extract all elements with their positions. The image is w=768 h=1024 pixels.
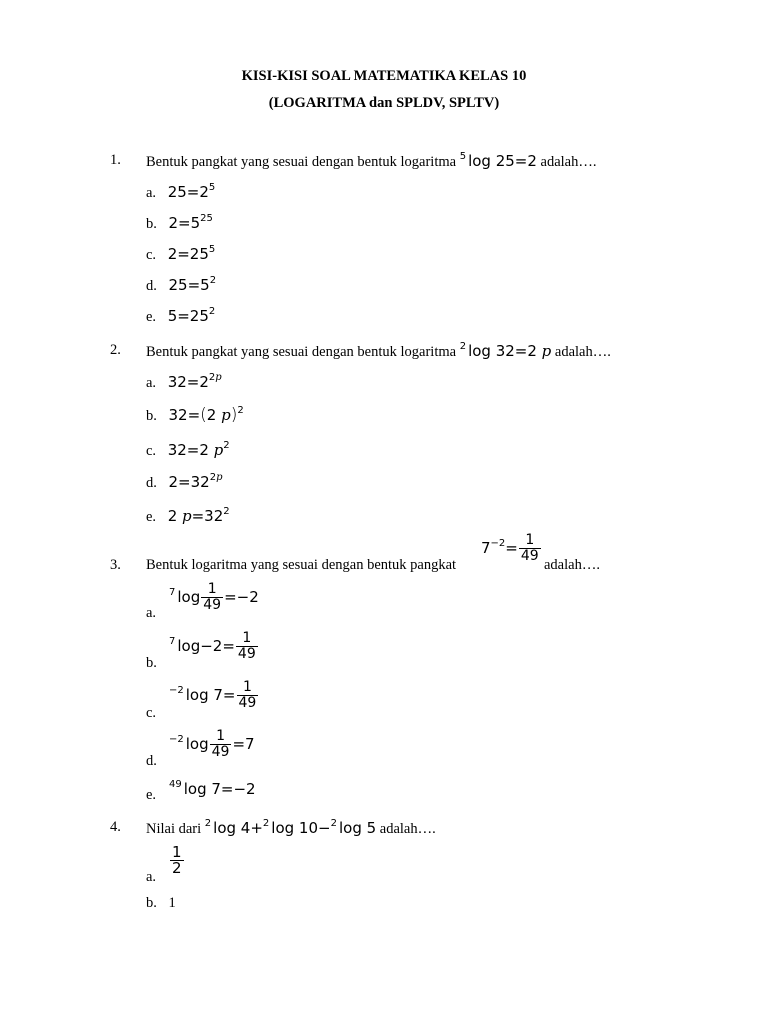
q3-option-d-expr: $^{-2}$ log $\frac{1}{49}$ =7	[169, 728, 255, 760]
question-1-expression: $^5$ log 25=2	[459, 151, 537, 170]
q3-option-a-expr: $^7$ log $\frac{1}{49}$ =−2	[169, 581, 259, 613]
q2-option-a-expr: $32=2^{2p}$	[167, 372, 222, 391]
question-2-number: 2.	[110, 342, 121, 358]
q1-option-a: a. $25=2^5$	[146, 182, 216, 201]
q1-option-d-expr: $25=5^2$	[168, 275, 217, 294]
q2-option-e-expr: 2 $p=32^2$	[167, 506, 230, 525]
q3-option-b-label: b.	[146, 655, 157, 671]
question-2-suffix: adalah….	[554, 344, 611, 360]
question-2	[146, 342, 611, 361]
question-3-number: 3.	[110, 557, 121, 573]
question-4-text: Nilai dari	[146, 821, 202, 837]
q2-option-e: e. 2 $p=32^2$	[146, 506, 230, 525]
q4-option-b-value: 1	[168, 895, 176, 911]
question-3-text: Bentuk logaritma yang sesuai dengan bentuk pangkat	[146, 557, 457, 573]
q4-option-a-label: a.	[146, 869, 157, 885]
question-3-suffix: adalah….	[544, 557, 600, 573]
q4-option-a-expr: $\frac{1}{2}$	[172, 843, 182, 877]
page-subtitle: (LOGARITMA dan SPLDV, SPLTV)	[268, 95, 500, 111]
question-1-text: Bentuk pangkat yang sesuai dengan bentuk logaritma	[146, 154, 457, 170]
page-title: KISI-KISI SOAL MATEMATIKA KELAS 10	[241, 68, 527, 84]
q2-option-c-expr: 32=2 $p^2$	[167, 440, 230, 459]
q1-option-e-expr: $5=25^2$	[167, 306, 216, 325]
q3-option-e-label: e.	[146, 787, 157, 803]
q3-option-d-label: d.	[146, 753, 157, 769]
question-1-number: 1.	[110, 152, 121, 168]
q3-option-e-expr: $^{49}$ log 7=−2	[169, 779, 256, 798]
q2-option-d: d. $2=32^{2p}$	[146, 472, 223, 491]
question-4-expression: $^2$ log 4+$^2$ log 10−$^2$ log 5	[204, 818, 377, 837]
q1-option-e: e. $5=25^2$	[146, 306, 216, 325]
q2-option-a: a. $32=2^{2p}$	[146, 372, 222, 391]
question-3-expression: $7^{-2}=$ $\frac{1}{49}$	[481, 532, 539, 564]
q2-option-d-expr: $2=32^{2p}$	[168, 472, 223, 491]
q1-option-d: d. $25=5^2$	[146, 275, 217, 294]
q2-option-b-expr: 32=(2 p)$^2$	[168, 405, 244, 425]
question-4-suffix: adalah….	[379, 821, 436, 837]
q1-option-b: b. $2=5^{25}$	[146, 213, 213, 232]
question-4	[146, 819, 436, 838]
q2-option-b: b. 32=(2 p)$^2$	[146, 405, 244, 425]
q1-option-c-expr: $2=25^5$	[167, 244, 216, 263]
question-2-expression: $^2$ log 32=2 p	[459, 341, 552, 360]
q1-option-c: c. $2=25^5$	[146, 244, 216, 263]
q4-option-b: b. 1	[146, 895, 176, 911]
q1-option-b-expr: $2=5^{25}$	[168, 213, 213, 232]
q3-option-c-expr: $^{-2}$ log 7= $\frac{1}{49}$	[169, 679, 257, 711]
q1-option-a-expr: $25=2^5$	[167, 182, 216, 201]
question-1-suffix: adalah….	[540, 154, 597, 170]
question-1	[146, 152, 597, 171]
q3-option-a-label: a.	[146, 605, 157, 621]
q2-option-c: c. 32=2 $p^2$	[146, 440, 230, 459]
q3-option-c-label: c.	[146, 705, 157, 721]
question-2-text: Bentuk pangkat yang sesuai dengan bentuk logaritma	[146, 344, 457, 360]
q3-option-b-expr: $^7$ log−2= $\frac{1}{49}$	[169, 630, 256, 662]
question-4-number: 4.	[110, 819, 121, 835]
